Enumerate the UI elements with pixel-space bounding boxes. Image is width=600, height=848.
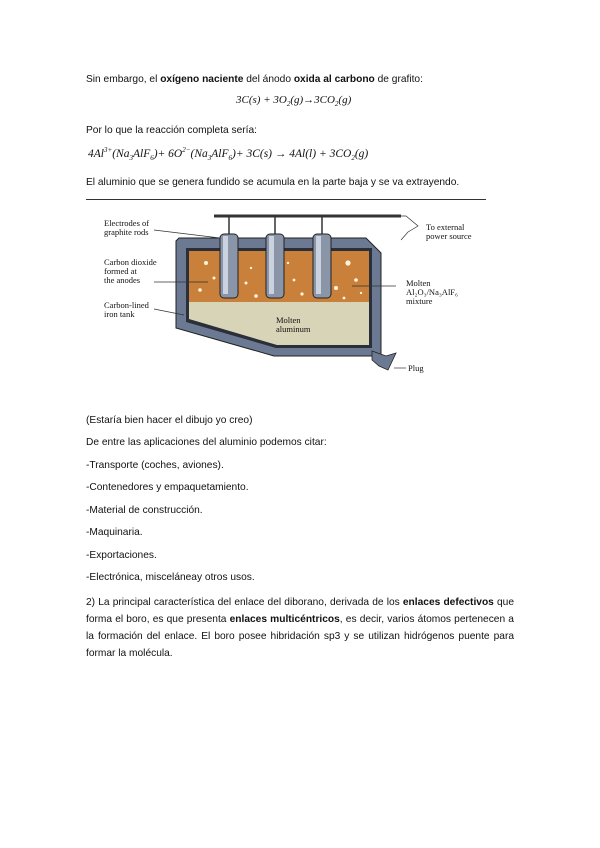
svg-text:aluminum: aluminum (276, 324, 311, 334)
note-text: (Estaría bien hacer el dibujo yo creo) (86, 415, 253, 426)
svg-text:power source: power source (426, 231, 472, 241)
equation-carbon-oxidation: $3C(s) + 3O_2(g)\to 3CO_2(g)$ (236, 94, 352, 109)
label-power: To external (426, 222, 465, 232)
svg-text:formed at: formed at (104, 266, 137, 276)
svg-text:iron tank: iron tank (104, 309, 135, 319)
list-item: -Material de construcción. (86, 505, 203, 516)
list-item: -Maquinaria. (86, 527, 143, 538)
label-molten-aluminum: Molten (276, 315, 301, 325)
aluminio-text: El aluminio que se genera fundido se acumula en la parte baja y se va extrayendo. (86, 177, 460, 188)
list-item: -Exportaciones. (86, 550, 157, 561)
svg-text:Al₂O₃/Na₃AlF₆: Al₂O₃/Na₃AlF₆ (406, 287, 458, 297)
reaction-intro: Por lo que la reacción completa sería: (86, 125, 258, 136)
diborane-paragraph: 2) La principal característica del enlace del diborano, derivada de los enlaces defectivos que forma el boro, es que presenta enlaces multicéntricos, es decir, varios átomos pertenecen a la formación del enlace. El boro posee hibridación sp3 y se utilizan hidrógenos puente para formar la molécula. (86, 597, 515, 659)
plug-spout (372, 351, 396, 370)
label-electrodes: Electrodes of (104, 218, 150, 228)
svg-text:the anodes: the anodes (104, 275, 141, 285)
list-item: -Electrónica, misceláneay otros usos. (86, 572, 255, 583)
divider-line (86, 199, 486, 200)
list-item: -Contenedores y empaquetamiento. (86, 482, 249, 493)
bold-enlaces-multicentricos: enlaces multicéntricos (229, 614, 340, 625)
apps-intro: De entre las aplicaciones del aluminio podemos citar: (86, 437, 327, 448)
label-molten-mixture: Molten (406, 278, 431, 288)
label-plug: Plug (408, 363, 424, 373)
bold-enlaces-defectivos: enlaces defectivos (402, 597, 494, 608)
electrolysis-cell-diagram (96, 208, 486, 388)
bold-oxida: oxida al carbono (293, 74, 375, 85)
label-tank: Carbon-lined (104, 300, 149, 310)
svg-text:mixture: mixture (406, 296, 433, 306)
list-item: -Transporte (coches, aviones). (86, 460, 224, 471)
bold-oxigeno: oxígeno naciente (160, 74, 244, 85)
equation-full-reaction: $4Al^{3+}(Na_3AlF_6)+ 6O^{2-}(Na_3AlF_6)+ 3C(s) \to 4Al(l) + 3CO_2(g)$ (88, 146, 369, 163)
intro-paragraph: Sin embargo, el oxígeno naciente del ánodo oxida al carbono de grafito: (86, 74, 423, 85)
label-co2: Carbon dioxide (104, 257, 157, 267)
svg-text:graphite rods: graphite rods (104, 227, 149, 237)
graphite-electrodes (220, 216, 331, 298)
